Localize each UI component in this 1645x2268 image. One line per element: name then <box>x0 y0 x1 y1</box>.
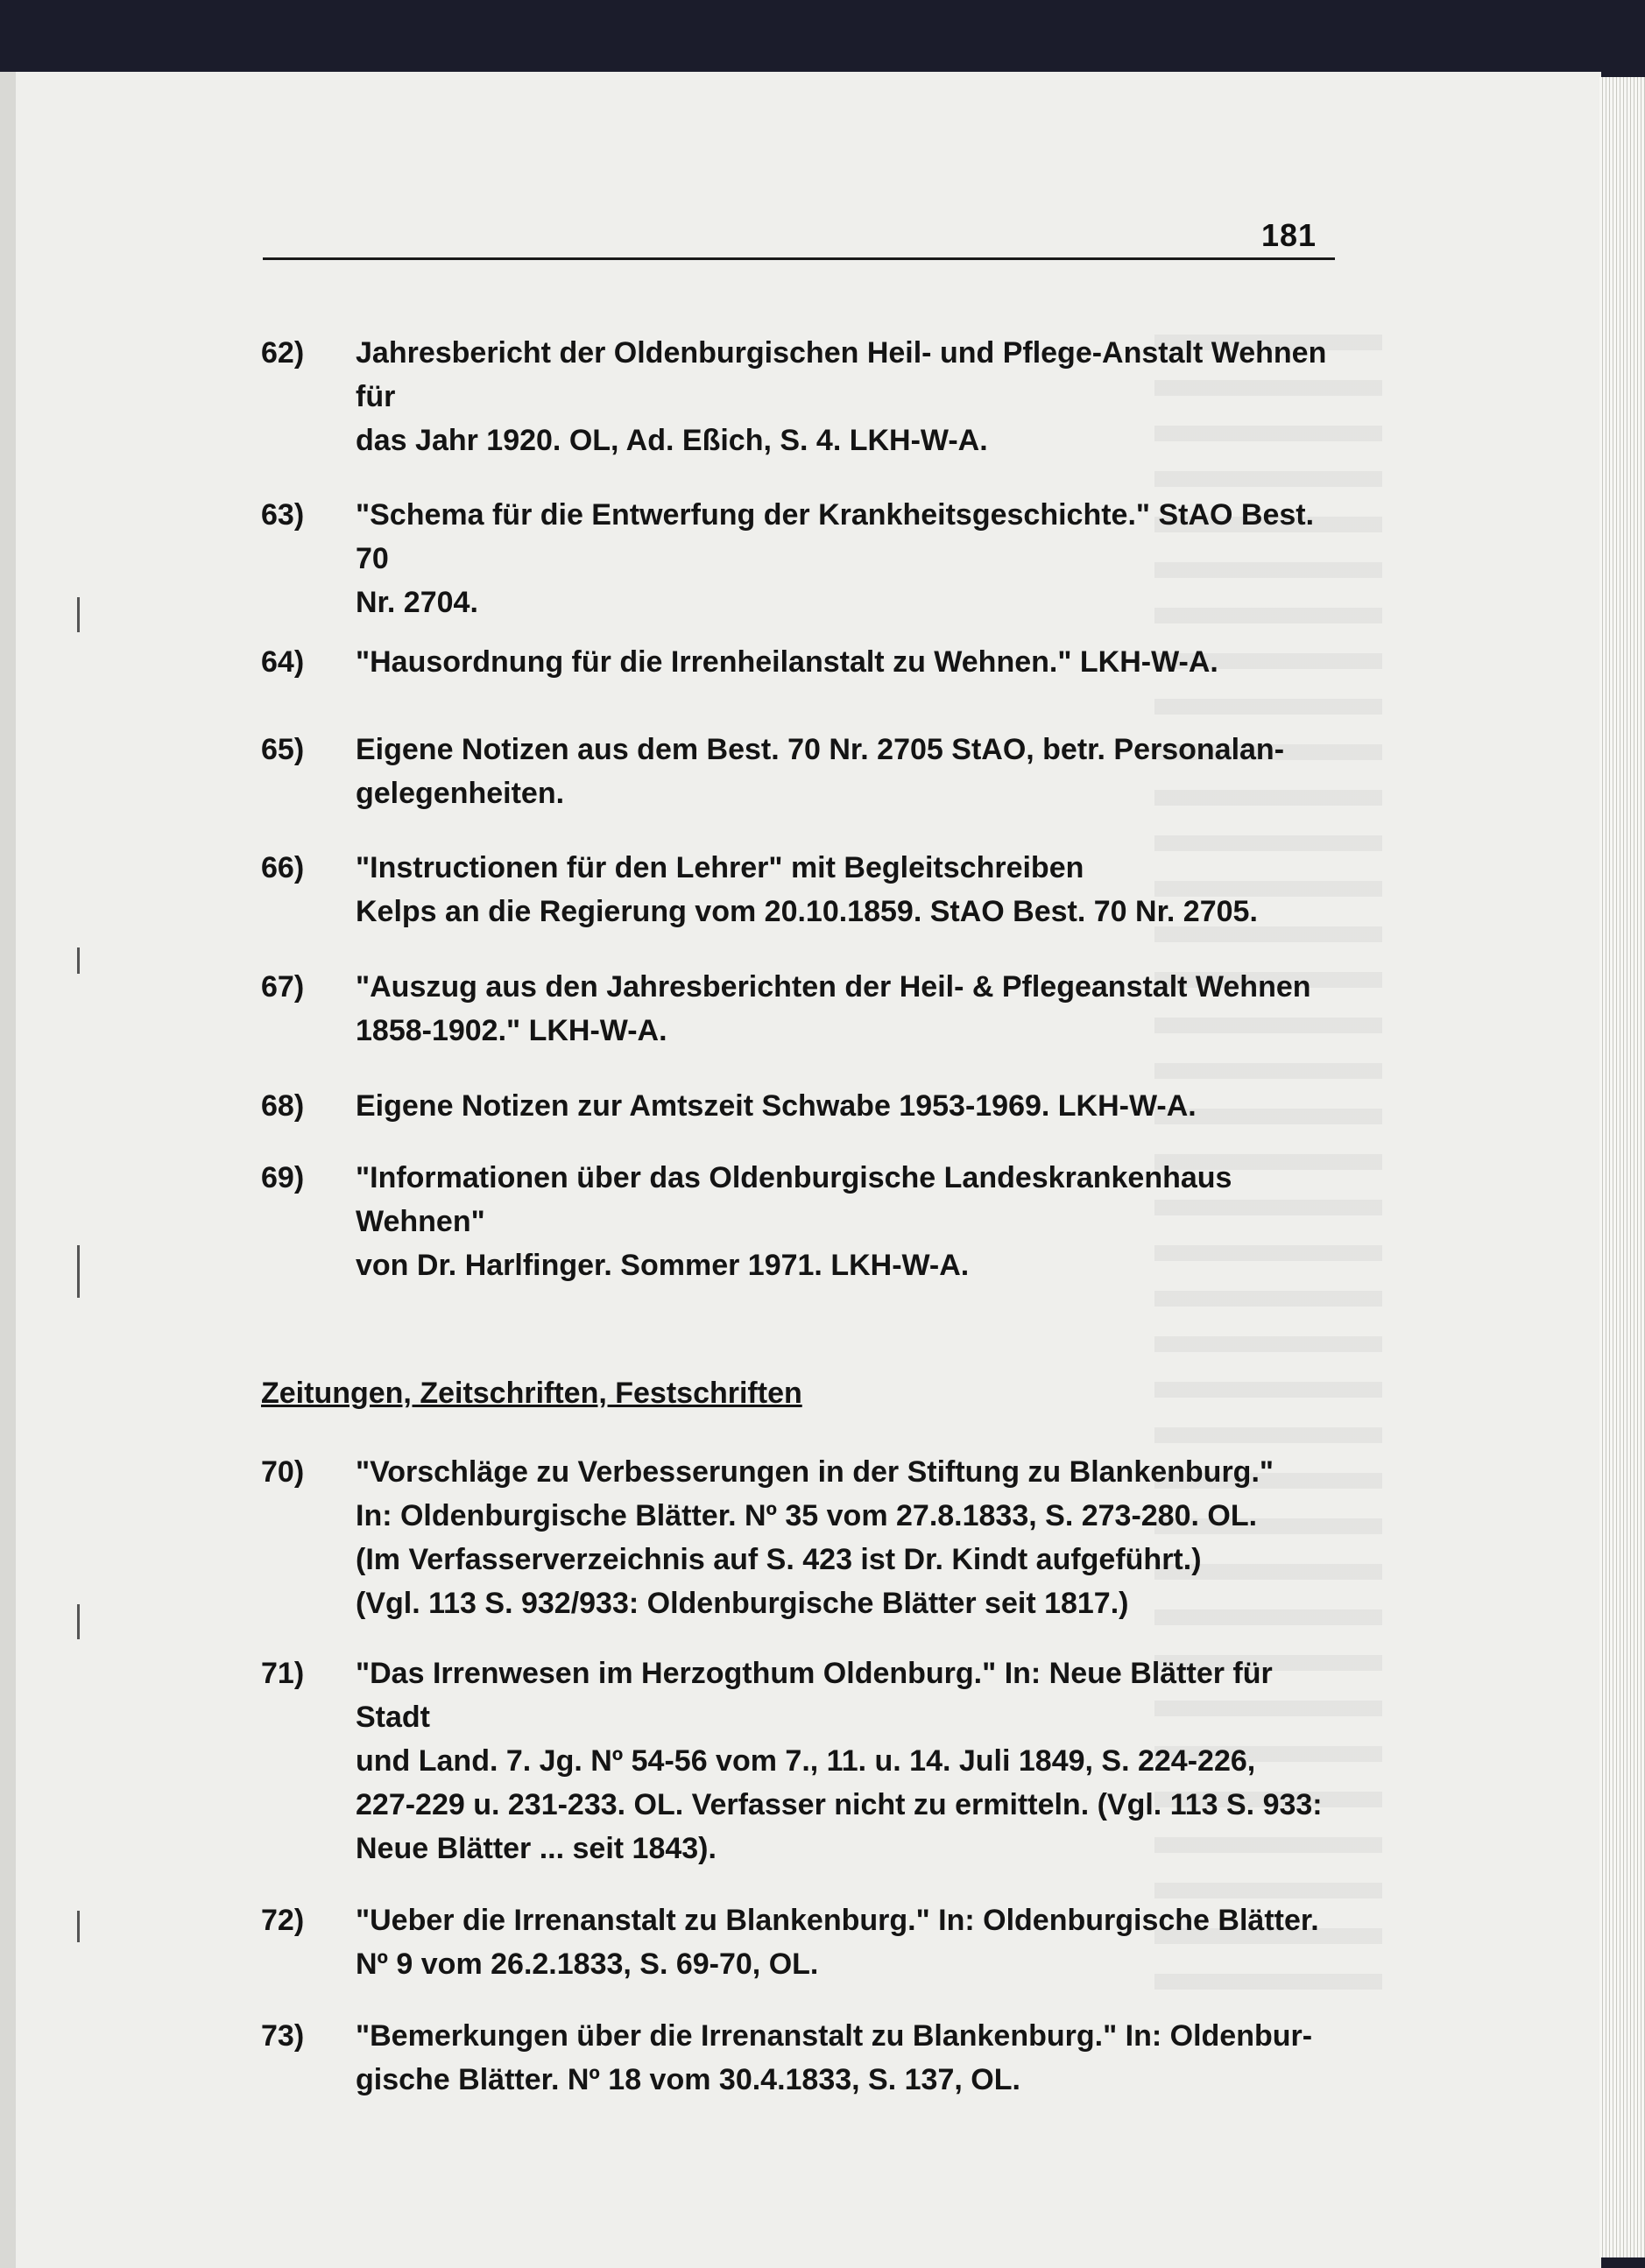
reference-number: 70) <box>261 1455 305 1489</box>
reference-line: und Land. 7. Jg. Nº 54-56 vom 7., 11. u. 14. Juli 1849, S. 224-226, <box>356 1744 1256 1778</box>
section-heading: Zeitungen, Zeitschriften, Festschriften <box>261 1377 802 1410</box>
reference-line: "Bemerkungen über die Irrenanstalt zu Blankenburg." In: Oldenbur- <box>356 2019 1313 2053</box>
reference-line: "Hausordnung für die Irrenheilanstalt zu Wehnen." LKH-W-A. <box>356 645 1218 679</box>
reference-number: 72) <box>261 1904 305 1937</box>
page-number: 181 <box>1261 217 1317 253</box>
references-list <box>261 331 1347 2102</box>
reference-number: 67) <box>261 970 305 1004</box>
reference-entry <box>261 1084 1347 1128</box>
references-group-1 <box>261 331 1347 1287</box>
reference-line: Nº 9 vom 26.2.1833, S. 69-70, OL. <box>356 1948 819 1981</box>
reference-line: 1858-1902." LKH-W-A. <box>356 1014 667 1047</box>
reference-entry <box>261 728 1347 815</box>
reference-line: In: Oldenburgische Blätter. Nº 35 vom 27.8.1833, S. 273-280. OL. <box>356 1499 1258 1532</box>
reference-line: gelegenheiten. <box>356 777 565 810</box>
reference-line: (Vgl. 113 S. 932/933: Oldenburgische Blätter seit 1817.) <box>356 1587 1129 1620</box>
reference-number: 66) <box>261 851 305 884</box>
reference-line: Kelps an die Regierung vom 20.10.1859. StAO Best. 70 Nr. 2705. <box>356 895 1258 928</box>
reference-line: "Vorschläge zu Verbesserungen in der Stiftung zu Blankenburg." <box>356 1455 1274 1489</box>
margin-mark <box>77 597 80 632</box>
reference-number: 69) <box>261 1161 305 1194</box>
reference-entry <box>261 1450 1347 1625</box>
reference-line: 227-229 u. 231-233. OL. Verfasser nicht zu ermitteln. (Vgl. 113 S. 933: <box>356 1788 1323 1821</box>
reference-line: "Auszug aus den Jahresberichten der Heil- & Pflegeanstalt Wehnen <box>356 970 1311 1004</box>
reference-number: 62) <box>261 336 305 370</box>
reference-entry <box>261 846 1347 933</box>
reference-entry <box>261 1898 1347 1986</box>
reference-entry <box>261 331 1347 462</box>
reference-line: von Dr. Harlfinger. Sommer 1971. LKH-W-A. <box>356 1249 970 1282</box>
reference-line: "Das Irrenwesen im Herzogthum Oldenburg." In: Neue Blätter für Stadt <box>356 1657 1273 1734</box>
reference-line: Neue Blätter ... seit 1843). <box>356 1832 717 1865</box>
reference-number: 64) <box>261 645 305 679</box>
reference-line: Nr. 2704. <box>356 586 478 619</box>
margin-mark <box>77 1604 80 1639</box>
reference-number: 63) <box>261 498 305 532</box>
header-rule <box>263 257 1335 260</box>
reference-line: "Ueber die Irrenanstalt zu Blankenburg." In: Oldenburgische Blätter. <box>356 1904 1319 1937</box>
references-group-2 <box>261 1450 1347 2102</box>
reference-entry <box>261 1156 1347 1287</box>
reference-line: das Jahr 1920. OL, Ad. Eßich, S. 4. LKH-W-A. <box>356 424 988 457</box>
reference-line: Eigene Notizen aus dem Best. 70 Nr. 2705 StAO, betr. Personalan- <box>356 733 1285 766</box>
reference-entry <box>261 965 1347 1053</box>
margin-mark <box>77 1245 80 1298</box>
reference-entry <box>261 640 1347 684</box>
margin-mark <box>77 947 80 974</box>
reference-line: "Informationen über das Oldenburgische Landeskrankenhaus Wehnen" <box>356 1161 1232 1238</box>
reference-line: Jahresbericht der Oldenburgischen Heil- und Pflege-Anstalt Wehnen für <box>356 336 1327 413</box>
reference-line: Eigene Notizen zur Amtszeit Schwabe 1953-1969. LKH-W-A. <box>356 1089 1197 1123</box>
reference-line: (Im Verfasserverzeichnis auf S. 423 ist Dr. Kindt aufgeführt.) <box>356 1543 1202 1576</box>
reference-line: gische Blätter. Nº 18 vom 30.4.1833, S. 137, OL. <box>356 2063 1020 2096</box>
reference-line: "Schema für die Entwerfung der Krankheitsgeschichte." StAO Best. 70 <box>356 498 1315 575</box>
reference-number: 65) <box>261 733 305 766</box>
reference-entry <box>261 493 1347 624</box>
reference-number: 73) <box>261 2019 305 2053</box>
reference-entry <box>261 1652 1347 1870</box>
reference-number: 68) <box>261 1089 305 1123</box>
reference-line: "Instructionen für den Lehrer" mit Begleitschreiben <box>356 851 1084 884</box>
reference-entry <box>261 2014 1347 2102</box>
margin-mark <box>77 1911 80 1942</box>
page-stack-edge <box>1599 77 1645 2257</box>
reference-number: 71) <box>261 1657 305 1690</box>
